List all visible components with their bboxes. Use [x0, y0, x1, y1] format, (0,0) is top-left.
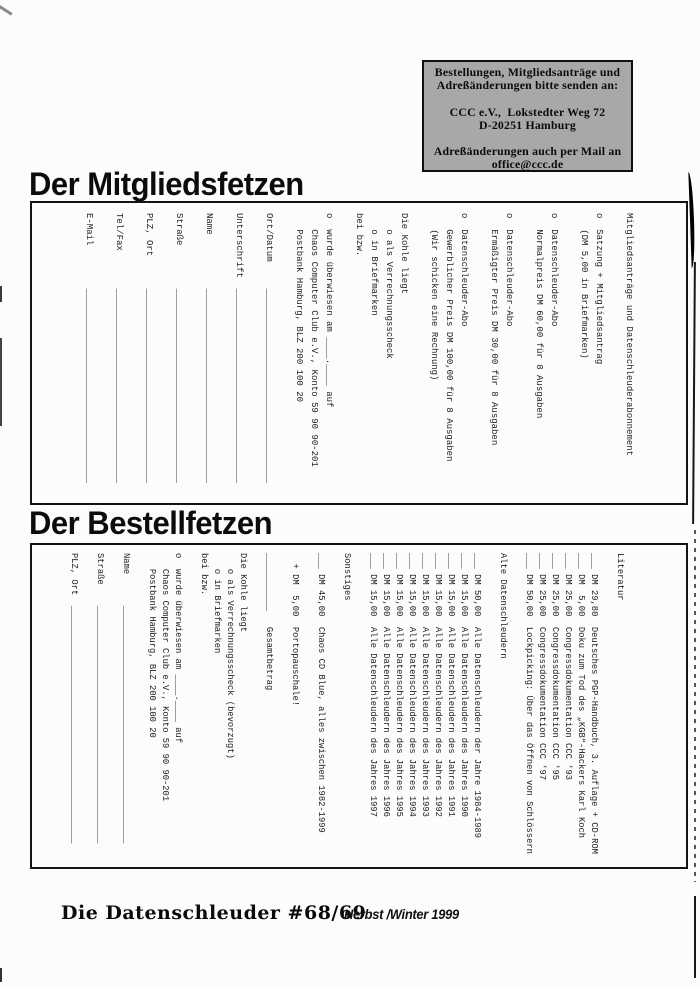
form-text-line: ___ DM 15,00 Alle Datenschleudern des Jahres 1991	[446, 553, 456, 817]
form-text-line	[275, 553, 288, 861]
form-text-line: Gewerblicher Preis DM 100,00 für 8 Ausgaben	[444, 213, 454, 462]
form-text-line	[184, 553, 197, 861]
issue-date: Herbst /Winter 1999	[344, 906, 459, 922]
form-text-line: ___ DM 15,00 Alle Datenschleudern des Jahres 1996	[381, 553, 391, 817]
form-text-line: Ort/Datum ____________________________________	[264, 213, 274, 484]
form-text-line	[186, 213, 201, 495]
form-text-line	[276, 213, 291, 495]
form-text-line: o wurde überwiesen am ____.____ auf	[324, 213, 334, 408]
form-text-line	[411, 213, 426, 495]
membership-form-heading: Der Mitgliedsfetzen	[29, 166, 304, 203]
form-text-line: + DM 5,00 Portopauschale!	[290, 553, 300, 707]
membership-form-box	[30, 201, 688, 505]
form-text-line	[606, 213, 621, 495]
form-text-line: bei bzw.	[199, 553, 209, 596]
form-text-line: ___ DM 50,00 Alle Datenschleudern der Jahre 1984-1989	[472, 553, 482, 839]
magazine-title: Die Datenschleuder #68/69	[61, 902, 367, 924]
form-text-line: Die Kohle liegt	[399, 213, 409, 295]
form-text-line: ___ DM 45,00 Chaos CD Blue, alles zwischen 1982-1999	[316, 553, 326, 833]
form-text-line: Chaos Computer Club e.V., Konto 59 90 90-201	[309, 213, 319, 467]
form-text-line: ___ DM 50,00 Lockpicking: Über das Öffnen von Schlössern	[524, 553, 534, 854]
form-text-line: Sonstiges	[342, 553, 352, 601]
form-text-line: Straße ____________________________________	[174, 213, 184, 484]
form-text-line: ___ DM 25,00 Congressdokumentation CCC '97	[537, 553, 547, 780]
form-text-line	[600, 553, 613, 861]
form-text-line: Unterschrift ____________________________________	[234, 213, 244, 484]
form-text-line	[156, 213, 171, 495]
form-text-line: Straße _____________________________________________	[95, 553, 105, 844]
form-text-line	[483, 553, 496, 861]
address-line: D-20251 Hamburg	[478, 117, 577, 132]
address-line: Adreßänderungen auch per Mail an	[433, 144, 622, 159]
scan-fold-artifact	[694, 896, 696, 978]
order-form-heading: Der Bestellfetzen	[29, 505, 273, 542]
scan-fold-artifact	[694, 530, 696, 882]
mailing-address-box	[422, 60, 633, 172]
form-text-line: E-Mail ____________________________________	[84, 213, 94, 484]
form-text-line	[353, 553, 366, 861]
scan-smudge-artifact	[0, 286, 2, 302]
form-text-line: (Wir schicken eine Rechnung)	[429, 213, 439, 381]
form-text-line	[216, 213, 231, 495]
form-text-line: o Datenschleuder-Abo	[459, 213, 469, 327]
form-text-line: bei bzw.	[354, 213, 364, 257]
form-text-line: PLZ, Ort ____________________________________	[144, 213, 154, 484]
form-text-line: ___________ Gesamtbetrag	[264, 553, 274, 691]
form-text-line: Ermäßigter Preis DM 30,00 für 8 Ausgaben	[489, 213, 499, 446]
form-text-line: Die Kohle liegt	[238, 553, 248, 633]
form-text-line: ___ DM 25,00 Congressdokumentation CCC '93	[563, 553, 573, 780]
form-text-line: ___ DM 15,00 Alle Datenschleudern des Jahres 1992	[433, 553, 443, 817]
form-text-line: Postbank Hamburg, BLZ 200 100 20	[147, 553, 157, 738]
form-text-line: o Datenschleuder-Abo	[549, 213, 559, 327]
form-text-line	[96, 213, 111, 495]
form-text-line: ___ DM 29,80 Deutsches PGP-Handbuch, 3. Auflage + CD-ROM	[589, 553, 599, 854]
scan-fold-artifact	[688, 172, 695, 268]
form-text-line: Alte Datenschleudern	[498, 553, 508, 659]
address-line	[424, 92, 631, 105]
form-text-line	[516, 213, 531, 495]
form-text-line: Mitgliedsanträge und Datenschleuderabonnement	[624, 213, 634, 457]
form-text-line: Chaos Computer Club e.V., Konto 59 90 90-201	[160, 553, 170, 802]
form-text-line: Tel/Fax ____________________________________	[114, 213, 124, 484]
form-text-line: Literatur	[615, 553, 625, 601]
form-text-line: o in Briefmarken	[212, 553, 222, 654]
form-text-line: Normalpreis DM 60,00 für 8 Ausgaben	[534, 213, 544, 419]
form-text-line	[509, 553, 522, 861]
form-text-line: Name _____________________________________________	[121, 553, 131, 844]
form-text-line	[471, 213, 486, 495]
form-text-line: ___ DM 15,00 Alle Datenschleudern des Jahres 1994	[407, 553, 417, 817]
form-text-line: ___ DM 15,00 Alle Datenschleudern des Jahres 1995	[394, 553, 404, 817]
order-form-box	[30, 543, 688, 869]
form-text-line	[126, 213, 141, 495]
scan-fold-artifact	[692, 262, 696, 524]
form-text-line: o als Verrechnungsscheck	[384, 213, 394, 359]
address-line: Bestellungen, Mitgliedsanträge und	[434, 65, 621, 79]
form-text-line: o als Verrechnungsscheck (bevorzugt)	[225, 553, 235, 759]
form-text-line	[249, 553, 262, 861]
form-text-line	[106, 553, 119, 861]
address-line: office@ccc.de	[491, 157, 564, 172]
address-line: CCC e.V., Lokstedter Weg 72	[449, 104, 606, 119]
form-text-line: ___ DM 15,00 Alle Datenschleudern des Jahres 1997	[368, 553, 378, 817]
form-text-line	[561, 213, 576, 495]
form-text-line	[327, 553, 340, 861]
form-text-line: o in Briefmarken	[369, 213, 379, 316]
scan-smudge-artifact	[0, 968, 2, 982]
form-text-line	[301, 553, 314, 861]
form-text-line: ___ DM 25,00 Congressdokumentation CCC '95	[550, 553, 560, 780]
scan-smudge-artifact	[0, 338, 2, 426]
form-text-line: o wurde überwiesen am ____.____ auf	[173, 553, 183, 744]
form-text-line	[132, 553, 145, 861]
form-text-line	[80, 553, 93, 861]
form-text-line: o Datenschleuder-Abo	[504, 213, 514, 327]
form-text-line	[336, 213, 351, 495]
form-text-line: Postbank Hamburg, BLZ 200 100 20	[294, 213, 304, 403]
form-text-line	[246, 213, 261, 495]
form-text-line: ___ DM 15,00 Alle Datenschleudern des Jahres 1990	[459, 553, 469, 817]
form-text-line: ___ DM 5,00 Doku zum Tod des „KGB“-Hackers Karl Koch	[576, 553, 586, 839]
form-text-line: o Satzung + Mitgliedsantrag	[594, 213, 604, 365]
form-text-line: PLZ, Ort _____________________________________________	[69, 553, 79, 844]
form-text-line: ___ DM 15,00 Alle Datenschleudern des Jahres 1993	[420, 553, 430, 817]
form-text-line: (DM 5,00 in Briefmarken)	[579, 213, 589, 359]
scan-smudge-artifact	[0, 5, 13, 16]
address-line: Adreßänderungen bitte senden an:	[436, 78, 619, 93]
form-text-line: Name ____________________________________	[204, 213, 214, 484]
